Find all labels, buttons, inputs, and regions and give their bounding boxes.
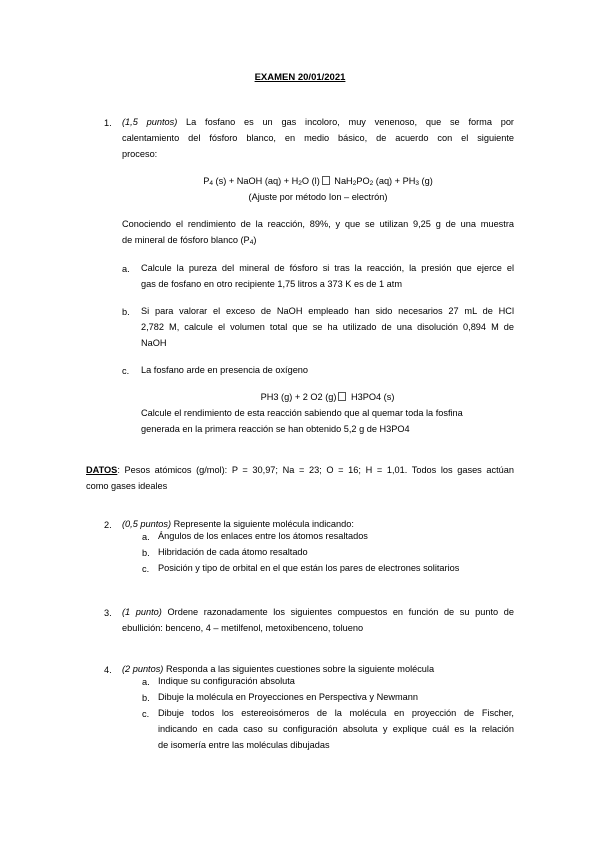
- q4-b-text: Dibuje la molécula en Proyecciones en Perspectiva y Newmann: [158, 692, 418, 702]
- q2-c-letter: c.: [142, 564, 150, 574]
- datos-line1: [86, 462, 514, 478]
- question-3-text: Ordene razonadamente los siguientes compuestos en función de su punto de: [167, 607, 514, 617]
- q1-b-line3: NaOH: [141, 338, 167, 348]
- eq-part6: (g): [418, 176, 433, 186]
- q1-b-letter: b.: [122, 307, 130, 317]
- question-3-line1: [122, 604, 514, 620]
- question-1-line3: proceso:: [122, 149, 158, 159]
- q4-b-letter: b.: [142, 693, 150, 703]
- q1-c-line3: generada en la primera reacción se han obtenido 5,2 g de H3PO4: [141, 424, 410, 434]
- eq-part2: O (l): [301, 176, 320, 186]
- question-1-adjust: (Ajuste por método Ion – electrón): [248, 192, 388, 202]
- question-1-text: La fosfano es un gas incoloro, muy venenoso, que se forma por: [186, 117, 514, 127]
- context2a: de mineral de fósforo blanco (P: [122, 235, 250, 245]
- question-2-number: 2.: [104, 520, 112, 530]
- question-1-context2: [122, 232, 514, 251]
- eq-p: P: [203, 176, 210, 186]
- question-2-points: (0,5 puntos): [122, 519, 172, 529]
- c-eq-right: H3PO4 (s): [348, 392, 395, 402]
- question-1-line1: [122, 114, 514, 130]
- question-1-number: 1.: [104, 118, 112, 128]
- q2-a-letter: a.: [142, 532, 150, 542]
- context2b: ): [253, 235, 257, 245]
- q4-c-line2: indicando en cada caso su configuración absoluta y explique cuál es la relación: [158, 724, 514, 734]
- question-3-line2: ebullición: benceno, 4 – metilfenol, metoxibenceno, tolueno: [122, 623, 364, 633]
- context2-sub: 4: [249, 239, 254, 246]
- eq-part4: PO: [356, 176, 370, 186]
- eq-sub-2b: 2: [352, 180, 357, 187]
- eq-part3: NaH: [331, 176, 353, 186]
- eq-sub-2: 2: [298, 180, 302, 187]
- exam-title: EXAMEN 20/01/2021: [254, 72, 346, 83]
- question-2-text: Represente la siguiente molécula indicando:: [173, 519, 354, 529]
- q1-c-equation: [141, 389, 514, 405]
- q4-a-text: Indique su configuración absoluta: [158, 676, 295, 686]
- q4-c-letter: c.: [142, 709, 150, 719]
- question-4-number: 4.: [104, 665, 112, 675]
- eq-sub-2c: 2: [369, 180, 374, 187]
- eq-sub-4: 4: [209, 180, 213, 187]
- eq-part1: (s) + NaOH (aq) + H: [213, 176, 299, 186]
- q4-c-line3: de isomería entre las moléculas dibujadas: [158, 740, 330, 750]
- q1-b-line2: 2,782 M, calcule el volumen total que se ha utilizado de una disolución 0,894 M de: [141, 322, 514, 332]
- q2-c-text: Posición y tipo de orbital en el que están los pares de electrones solitarios: [158, 563, 460, 573]
- question-3-number: 3.: [104, 608, 112, 618]
- q2-b-letter: b.: [142, 548, 150, 558]
- question-3-points: (1 punto): [122, 607, 162, 617]
- eq-sub-3: 3: [415, 180, 419, 187]
- q1-c-letter: c.: [122, 366, 130, 376]
- q1-a-letter: a.: [122, 264, 130, 274]
- question-1-context1: Conociendo el rendimiento de la reacción, 89%, y que se utilizan 9,25 g de una muestra: [122, 219, 514, 229]
- question-4-text: Responda a las siguientes cuestiones sobre la siguiente molécula: [165, 664, 435, 674]
- arrow-placeholder-icon: [338, 392, 346, 401]
- datos-label: DATOS: [86, 465, 118, 475]
- q2-a-text: Ángulos de los enlaces entre los átomos resaltados: [158, 531, 368, 541]
- q4-c-line1: Dibuje todos los estereoisómeros de la molécula en proyección de Fischer,: [158, 708, 514, 718]
- q2-b-text: Hibridación de cada átomo resaltado: [158, 547, 308, 557]
- q1-c-line1: La fosfano arde en presencia de oxígeno: [141, 365, 309, 375]
- q1-a-line2: gas de fosfano en otro recipiente 1,75 litros a 373 K es de 1 atm: [141, 279, 402, 289]
- q1-b-line1: Si para valorar el exceso de NaOH empleado han sido necesarios 27 mL de HCl: [141, 306, 514, 316]
- eq-part5: (aq) + PH: [373, 176, 416, 186]
- arrow-placeholder-icon: [322, 176, 330, 185]
- datos-line2: como gases ideales: [86, 481, 168, 491]
- c-eq-left: PH3 (g) + 2 O2 (g): [260, 392, 337, 402]
- q1-c-line2: Calcule el rendimiento de esta reacción sabiendo que al quemar toda la fosfina: [141, 408, 463, 418]
- question-4-points: (2 puntos): [122, 664, 164, 674]
- question-1-points: (1,5 puntos): [122, 117, 178, 127]
- question-1-line2: calentamiento del fósforo blanco, en medio básico, de acuerdo con el siguiente: [122, 133, 514, 143]
- q1-a-line1: Calcule la pureza del mineral de fósforo si tras la reacción, la presión que ejerce el: [141, 263, 514, 273]
- datos-text: : Pesos atómicos (g/mol): P = 30,97; Na = 23; O = 16; H = 1,01. Todos los gases actúan: [117, 465, 514, 475]
- q4-a-letter: a.: [142, 677, 150, 687]
